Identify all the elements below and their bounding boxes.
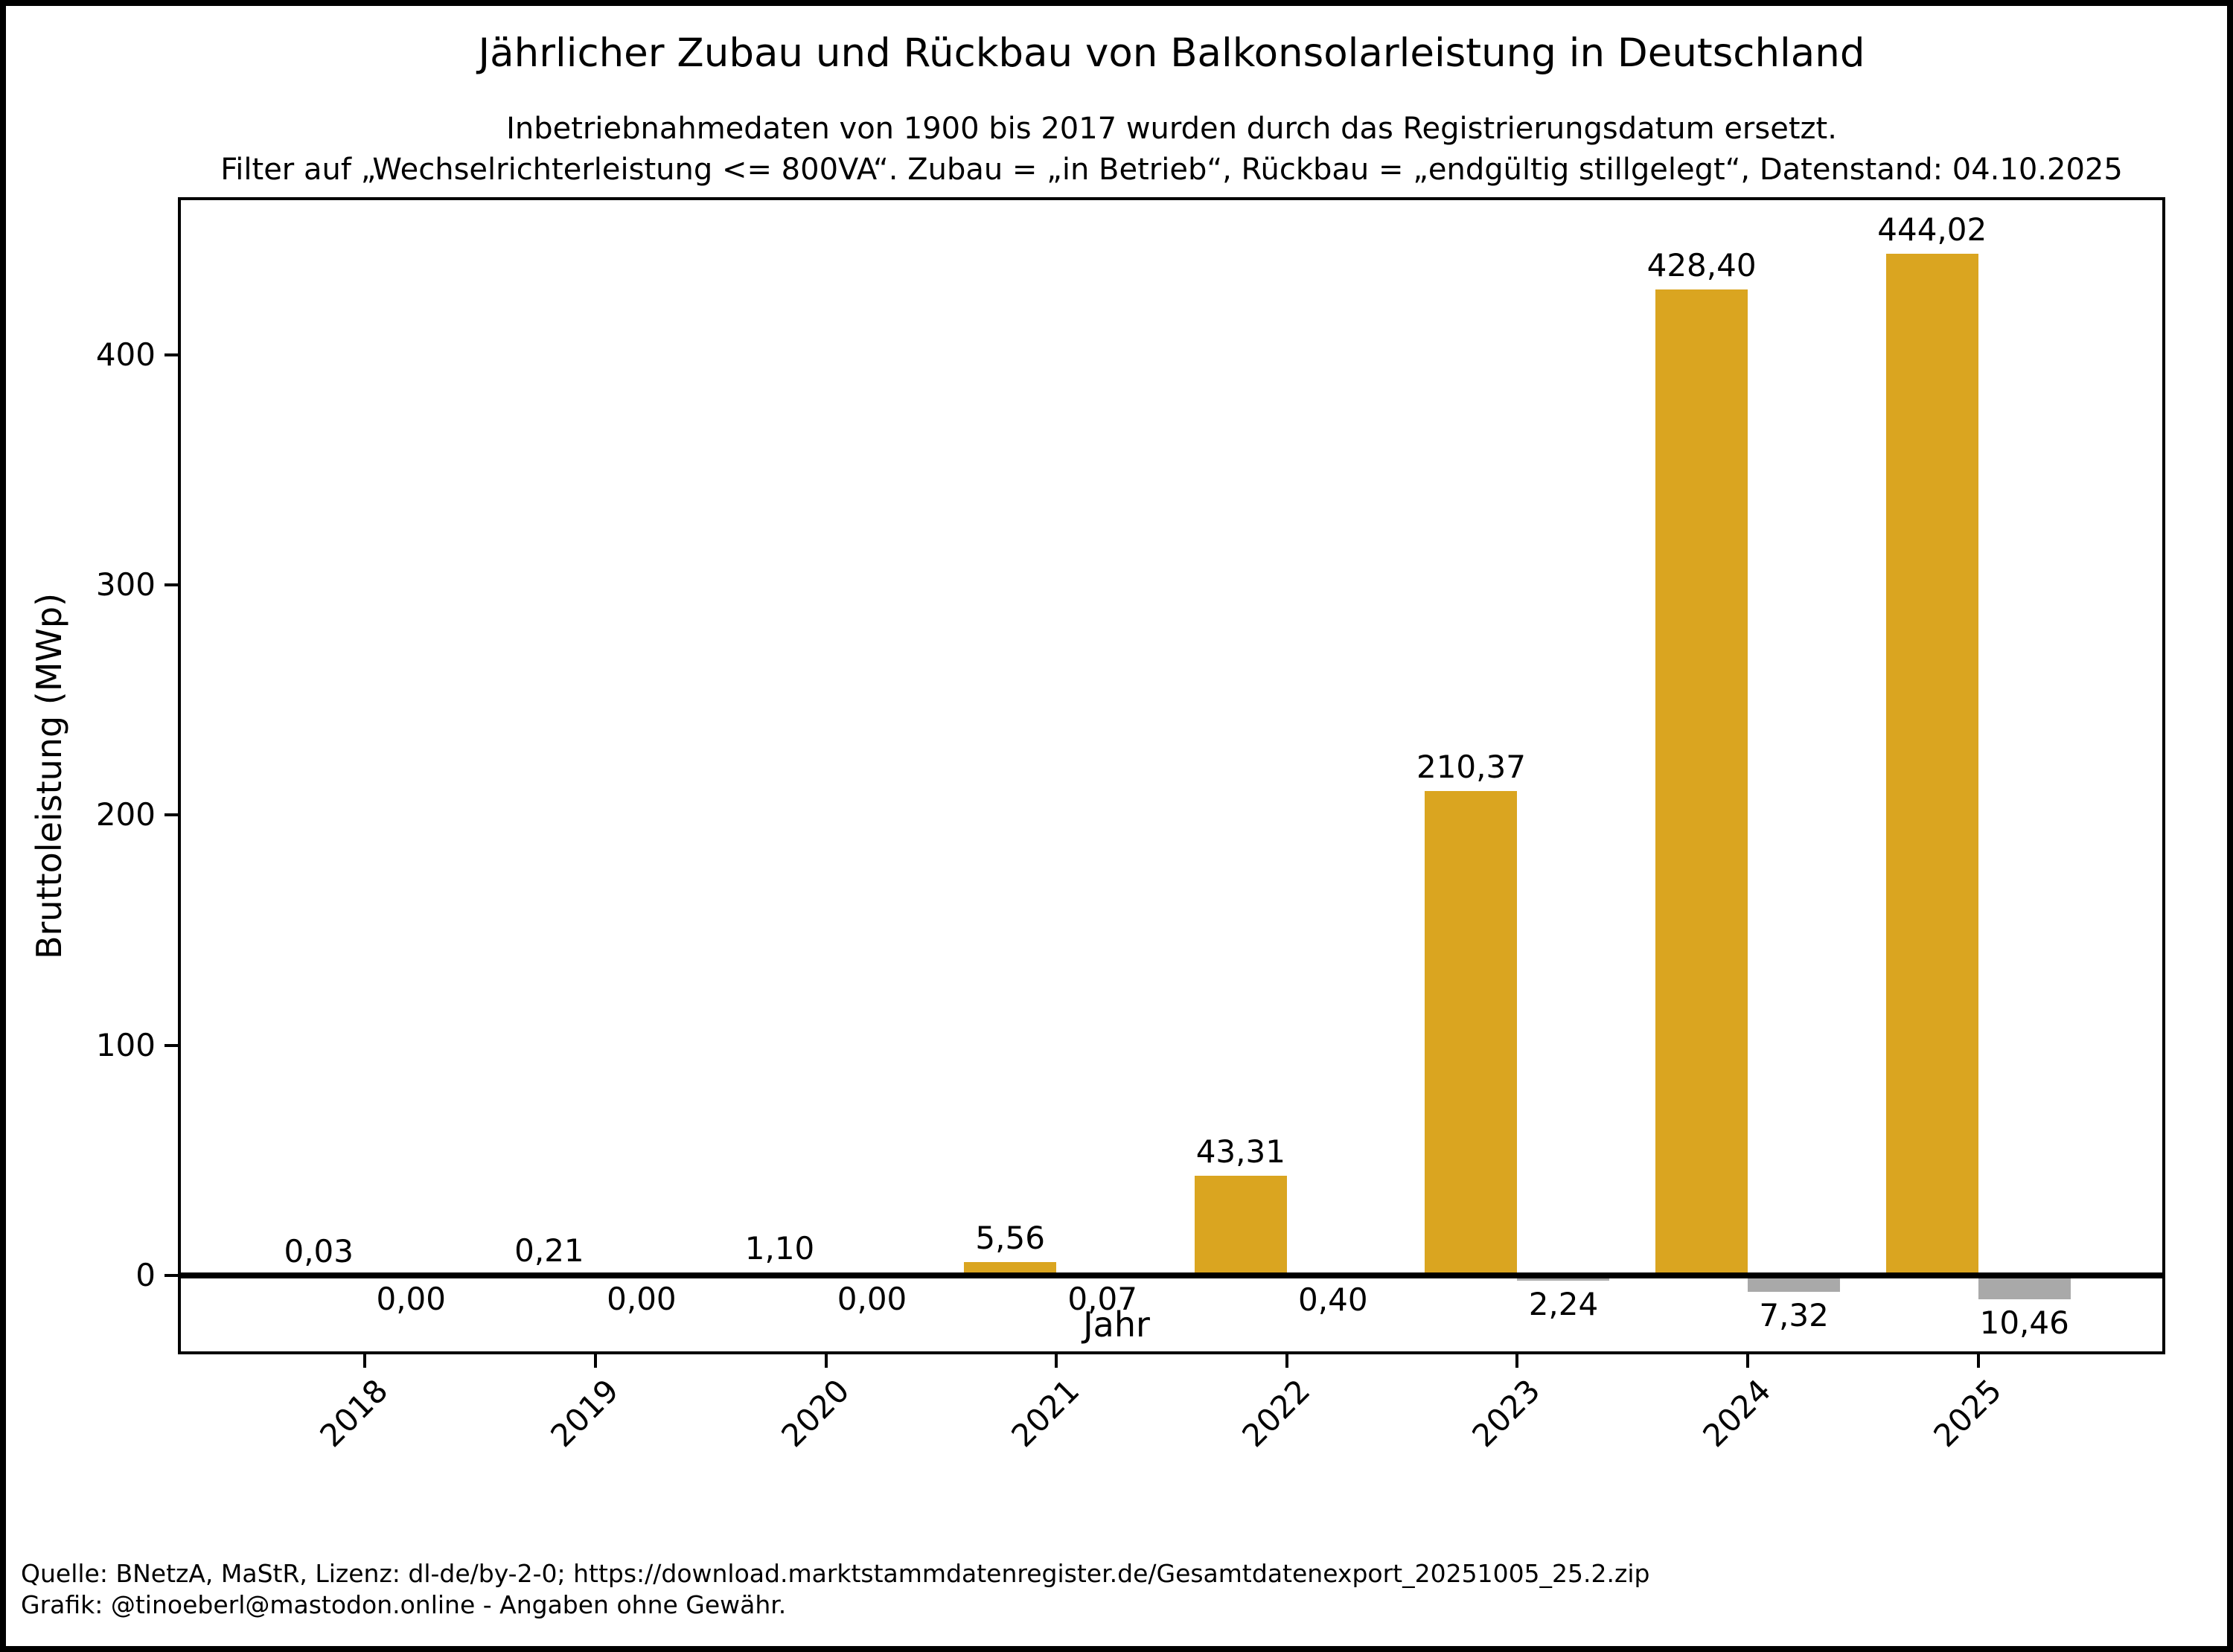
bar-label-zubau-2021: 5,56	[975, 1220, 1045, 1257]
x-tick-mark-2019	[594, 1351, 597, 1368]
plot-area	[29, 197, 2165, 1455]
chart-title: Jährlicher Zubau und Rückbau von Balkonsolarleistung in Deutschland	[478, 31, 1865, 76]
bar-label-rueckbau-2019: 0,00	[607, 1280, 677, 1317]
x-tick-label-2021: 2021	[1004, 1371, 1087, 1455]
bar-label-zubau-2018: 0,03	[284, 1232, 354, 1270]
bar-label-zubau-2022: 43,31	[1195, 1133, 1285, 1170]
x-tick-mark-2022	[1285, 1351, 1288, 1368]
bar-label-rueckbau-2024: 7,32	[1759, 1297, 1829, 1334]
bar-zubau-2025	[1886, 254, 1978, 1275]
bar-label-zubau-2024: 428,40	[1646, 247, 1757, 284]
x-tick-mark-2025	[1977, 1351, 1980, 1368]
y-tick-label-100: 100	[95, 1026, 156, 1063]
x-tick-label-2025: 2025	[1926, 1371, 2009, 1455]
x-tick-mark-2020	[825, 1351, 828, 1368]
bar-label-rueckbau-2018: 0,00	[376, 1280, 446, 1317]
x-tick-label-2024: 2024	[1696, 1371, 1778, 1455]
source-line-1: Quelle: BNetzA, MaStR, Lizenz: dl-de/by-2-0; https://download.marktstammdatenregister.de/Gesamtdatenexport_20251005_25.2.zip	[21, 1559, 1650, 1588]
bar-label-rueckbau-2022: 0,40	[1298, 1281, 1368, 1318]
bar-zubau-2022	[1195, 1176, 1287, 1275]
bar-label-rueckbau-2020: 0,00	[837, 1280, 907, 1317]
x-tick-label-2022: 2022	[1235, 1371, 1317, 1455]
bar-label-rueckbau-2021: 0,07	[1067, 1280, 1137, 1317]
x-tick-mark-2021	[1055, 1351, 1058, 1368]
bar-label-rueckbau-2025: 10,46	[1979, 1304, 2069, 1341]
x-tick-mark-2023	[1515, 1351, 1518, 1368]
x-tick-mark-2024	[1746, 1351, 1749, 1368]
subtitle-line-2: Filter auf „Wechselrichterleistung <= 800VA“. Zubau = „in Betrieb“, Rückbau = „endgültig stillgelegt“, Datenstand: 04.10.2025	[220, 153, 2123, 188]
x-tick-mark-2018	[363, 1351, 366, 1368]
zero-line	[181, 1272, 2162, 1278]
y-tick-label-200: 200	[95, 796, 156, 833]
bar-label-zubau-2019: 0,21	[514, 1232, 584, 1270]
y-tick-mark-100	[164, 1044, 178, 1047]
bar-zubau-2024	[1655, 289, 1748, 1275]
y-tick-mark-200	[164, 813, 178, 816]
x-tick-label-2023: 2023	[1465, 1371, 1547, 1455]
y-tick-mark-0	[164, 1274, 178, 1277]
x-tick-label-2020: 2020	[773, 1371, 857, 1455]
chart-subtitle	[103, 109, 2233, 191]
bar-label-rueckbau-2023: 2,24	[1528, 1285, 1599, 1322]
y-tick-label-0: 0	[135, 1256, 156, 1293]
x-axis-label: Jahr	[1083, 1304, 1150, 1345]
x-tick-label-2019: 2019	[543, 1371, 626, 1455]
x-tick-label-2018: 2018	[313, 1371, 395, 1455]
bar-label-zubau-2020: 1,10	[744, 1230, 815, 1267]
y-tick-mark-300	[164, 583, 178, 586]
bar-zubau-2023	[1425, 791, 1517, 1275]
bar-rueckbau-2025	[1978, 1275, 2071, 1299]
bar-label-zubau-2023: 210,37	[1416, 749, 1526, 786]
y-tick-mark-400	[164, 353, 178, 356]
y-tick-label-400: 400	[95, 336, 156, 374]
y-tick-label-300: 300	[95, 566, 156, 604]
y-axis-label: Bruttoleistung (MWp)	[29, 592, 69, 959]
bar-label-zubau-2025: 444,02	[1877, 211, 1987, 248]
source-line-2: Grafik: @tinoeberl@mastodon.online - Angaben ohne Gewähr.	[21, 1590, 787, 1619]
subtitle-line-1: Inbetriebnahmedaten von 1900 bis 2017 wurden durch das Registrierungsdatum ersetzt.	[506, 112, 1837, 146]
